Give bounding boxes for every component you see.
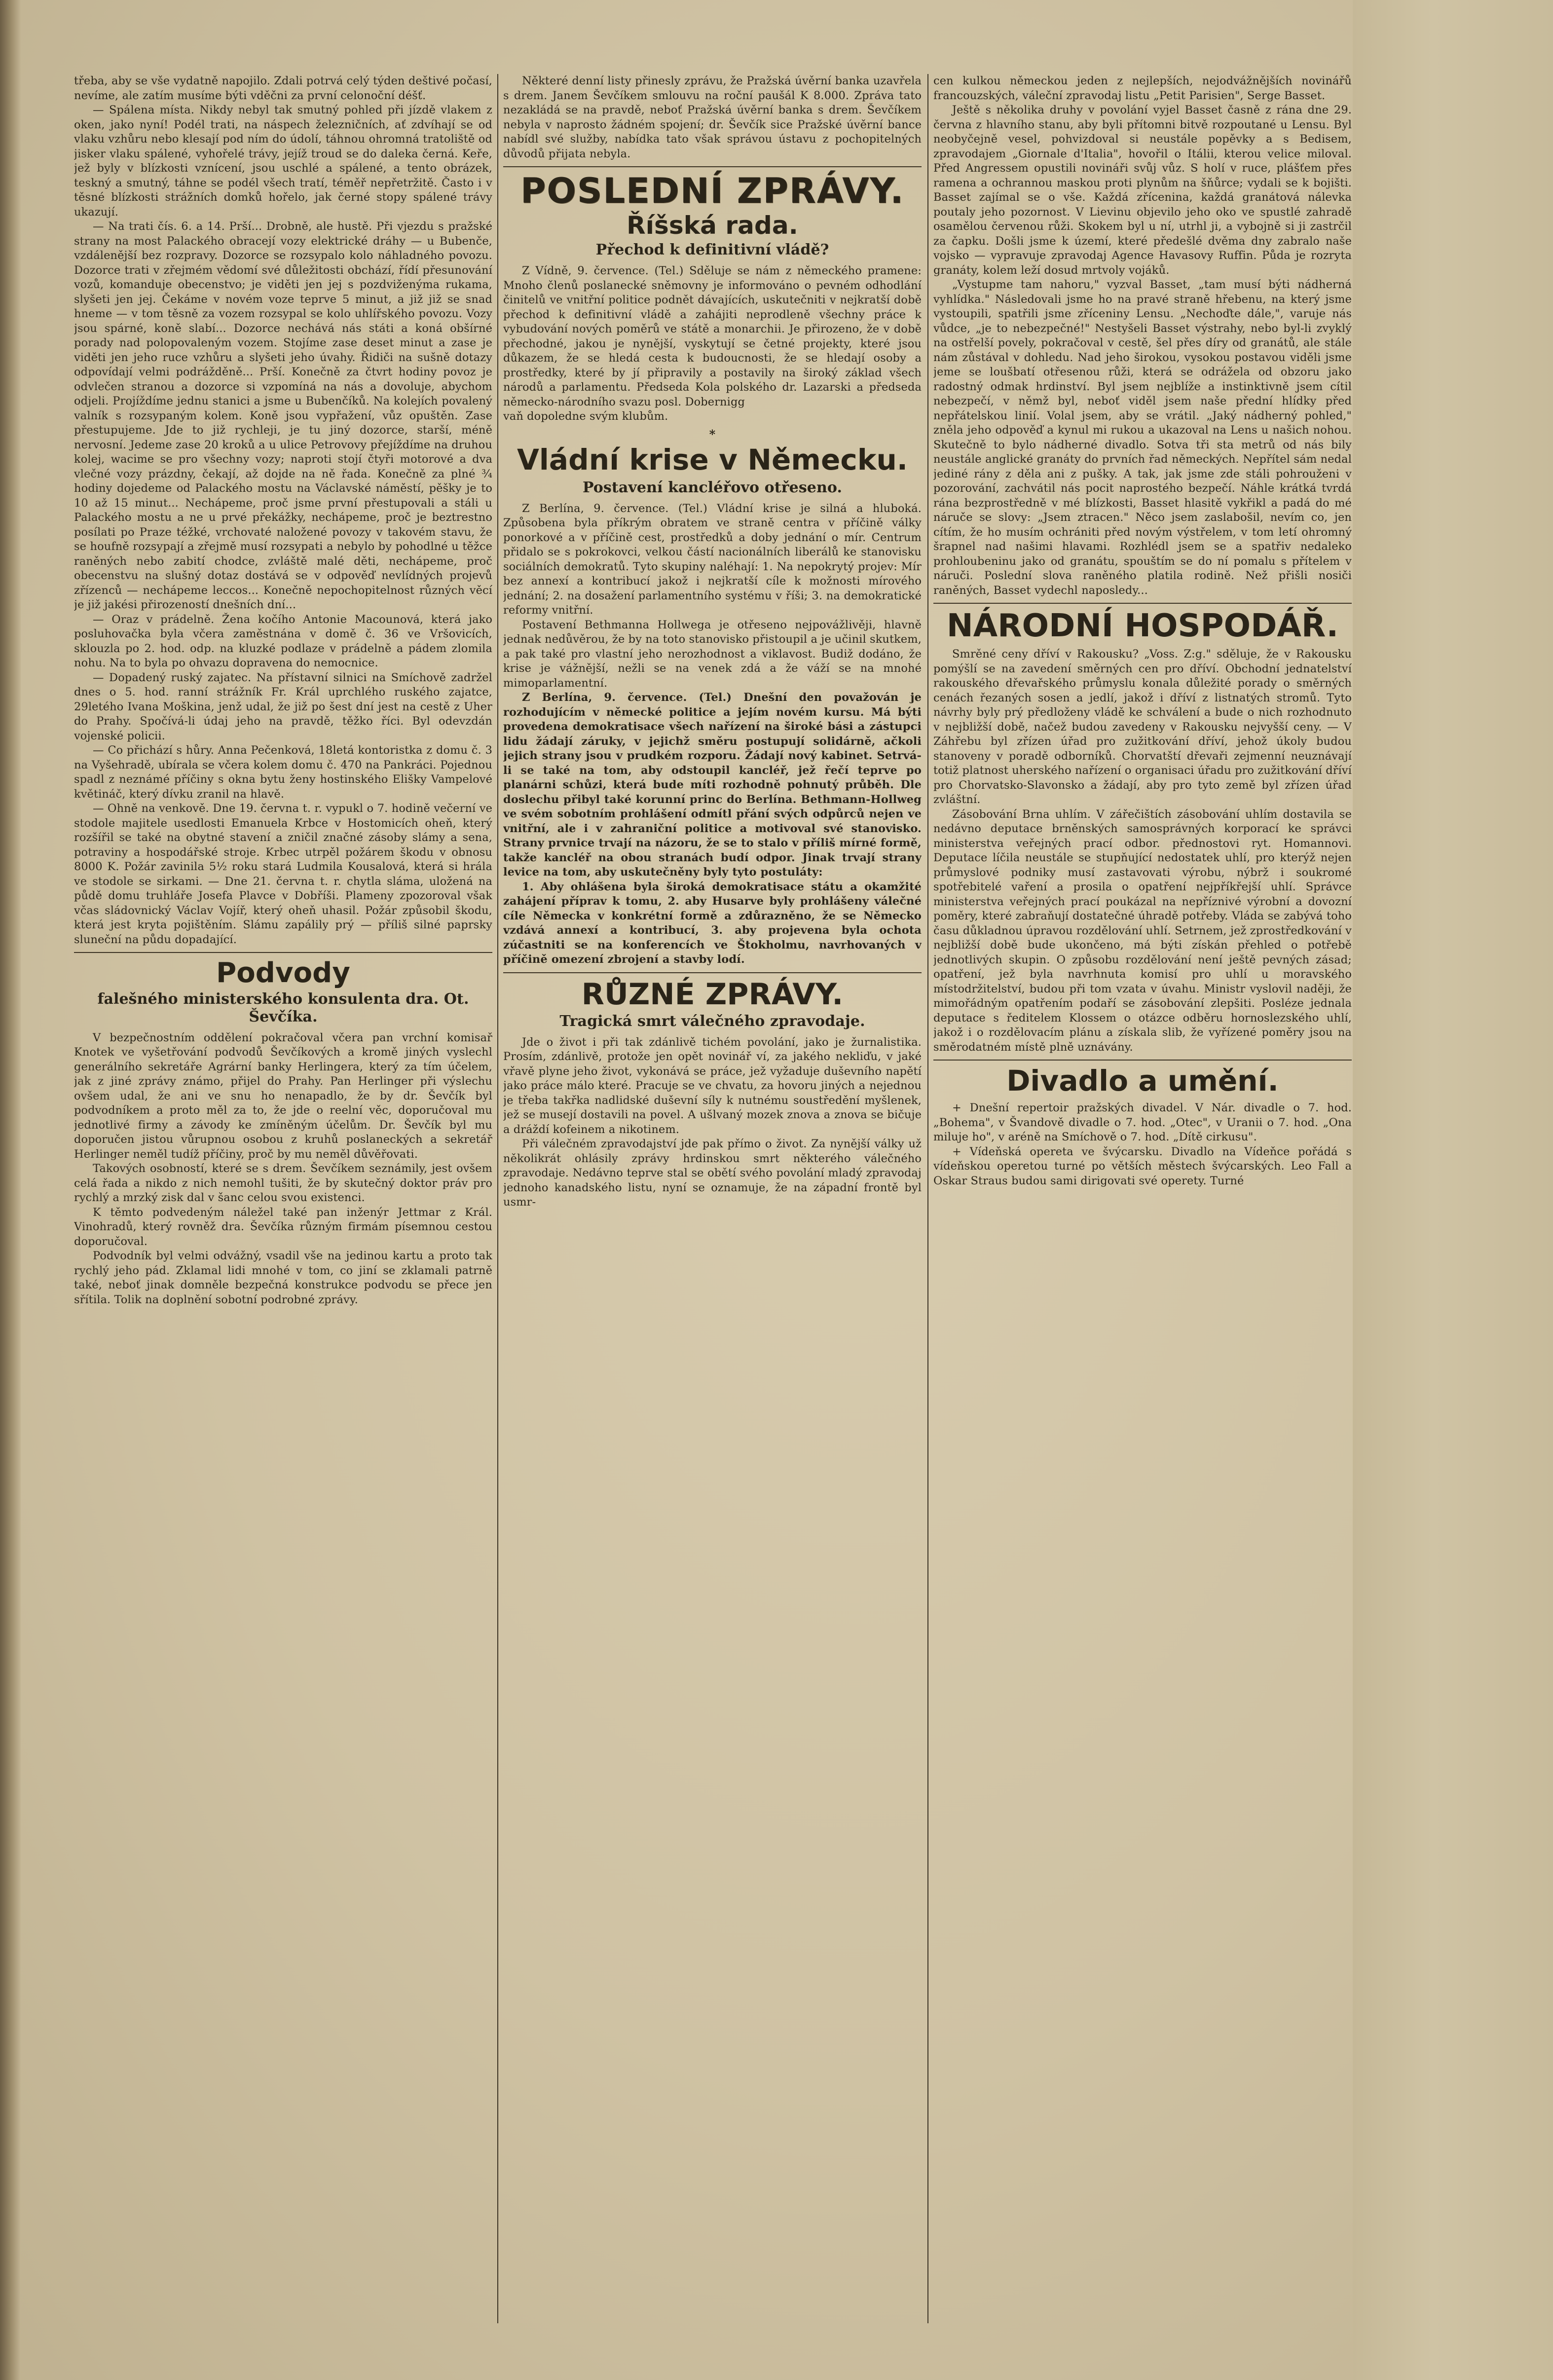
headline-narodni-hospodar: NÁRODNÍ HOSPODÁŘ. [946,608,1339,644]
subheadline-tragicka-smrt: Tragická smrt válečného zpravodaje. [559,1012,865,1030]
subheadline-prechod: Přechod k definitivní vládě? [595,241,829,258]
paragraph-zajatec: — Dopadený ruský zajatec. Na přístavní silnici na Smíchově zadržel dnes o 5. hod. ranní strážník Fr. Král uprchlého ruského zajatce, 29letého Ivana Moškina, jenž udal, že již po šest dní jest na cestě z Uher do Prahy. Spočívá-li údaj jeho na pravdě, těžko říci. Byl odevzdán vojenské policii. [74,671,492,742]
paragraph: Při válečném zpravodajství jde pak přímo o život. Za nynější války už několikrát ohlásily zprávy hrdinskou smrt některého válečného zpravodaje. Nedávno teprve stal se obětí svého povolání mladý zpravodaj jednoho kanadského listu, nyní se oznamuje, že na západní frontě byl usmr- [503,1137,922,1209]
paragraph: K těmto podvedeným náležel také pan inženýr Jettmar z Král. Vinohradů, který rovněž dra. Ševčíka různým firmám písemnou cestou doporučoval. [74,1206,492,1248]
paragraph: + Dnešní repertoir pražských divadel. V Nár. divadle o 7. hod. „Bohema", v Švandově divadle o 7. hod. „Otec", v Uranii o 7. hod. „Ona miluje ho", v aréně na Smíchově o 7. hod. „Dítě cirkusu". [933,1101,1352,1144]
paragraph-s-hury: — Co přichází s hůry. Anna Pečenková, 18letá kontoristka z domu č. 3 na Vyšehradě, ubírala se včera kolem domu č. 470 na Pankráci. Pojednou spadl z neznámé příčiny s okna bytu ženy hostinského Elišky Vampelové květináč, který dívku zranil na hlavě. [74,744,492,801]
column-3 [933,74,1352,2343]
headline-podvody: Podvody [216,957,350,989]
paragraph-banka: Některé denní listy přinesly zprávu, že Pražská úvěrní banka uzavřela s drem. Janem Ševčíkem smlouvu na roční paušál K 8.000. Zpráva tato nezakládá se na pravdě, neboť Pražská úvěrní banka s drem. Ševčíkem nebyla v naprosto žádném spojení; dr. Ševčík sice Pražské úvěrní bance nabídl své služby, nabídka tato však správou ústavu z pochopitelných důvodů přijata nebyla. [503,74,922,160]
paragraph-ohne: — Ohně na venkově. Dne 19. června t. r. vypukl o 7. hodině večerní ve stodole majitele usedlosti Emanuela Krbce v Hostomicích oheň, který rozšířil se také na obytné stavení a zničil značné zásoby slámy a sena, potraviny a hospodářské stroje. Krbec utrpěl požárem škodu v obnosu 8000 K. Požár zavinila 5½ roku stará Ludmila Kousalová, která si hrála ve stodole se sirkami. — Dne 21. června t. r. chytla sláma, uložená na půdě domu truhláře Josefa Plavce v Dobříši. Plameny zpozoroval však včas sládovnický Václav Vojíř, který oheň uhasil. Požár způsobil škodu, která jest kryta pojištěním. Slámu zapálily prý — příliš silné paprsky sluneční na půdu dopadající. [74,802,492,946]
headline-divadlo-a-umeni: Divadlo a umění. [1006,1064,1279,1098]
headline-vladni-krise: Vládní krise v Německu. [517,443,908,476]
subheadline-podvody: falešného ministerského konsulenta dra. Ot. Ševčíka. [97,990,469,1025]
headline-posledni-zpravy: POSLEDNÍ ZPRÁVY. [520,171,904,211]
paragraph: vaň dopoledne svým klubům. [503,410,668,423]
paragraph: 1. Aby ohlášena byla široká demokratisace státu a okamžité zahájení příprav k tomu, 2. aby Husarve byly prohlášeny válečné cíle Německa v konkrétní formě a zdůrazněno, že se Německo vzdává annexí a kontribucí, 3. aby projevena byla ochota zúčastniti se na konferencích ve Štokholmu, navrhovaných v příčině omezení zbrojení a stavby lodí. [503,880,922,966]
paragraph: Z Berlína, 9. července. (Tel.) Vládní krise je silná a hluboká. Způsobena byla příkrým obratem ve straně centra v příčině války ponorkové a v příčině cest, prostředků a doby jednání o mír. Centrum přidalo se s pokrokovci, velkou částí nacionálních liberálů ke stanovisku sociálních demokratů. Tyto skupiny naléhají: 1. Na nepokrytý projev: Mír bez annexí a kontribucí jakož i nejkratší cíle k možnosti mírového jednání; 2. na dosažení parlamentního systému v říši; 3. na demokratické reformy vnitřní. [503,502,922,617]
paragraph: Z Berlína, 9. července. (Tel.) Dnešní den považován je rozhodujícím v německé politice a jejím novém kursu. Má býti provedena demokratisace všech nařízení na široké bási a zástupci lidu žádají záruky, v jejichž směru postupují solidárně, ačkoli jejich strany jsou v prudkém rozporu. Žádají nový kabinet. Setrvá-li se také na tom, aby odstoupil kancléř, jež řečí teprve po planárni schůzi, která bude míti rozhodně pohnutý průběh. Dle doslechu přibyl také korunní princ do Berlína. Bethmann-Hollweg ve svém sobotním prohlášení odmítl přání svých odpůrců nejen ve vnitřní, ale i v zahraniční politice a motivoval své stanovisko. Strany prvnice trvají na názoru, že se to stalo v příliš mírné formě, takže kancléř na obou stranách budí odpor. Jinak trvají strany levice na tom, aby uskutečněny byly tyto postuláty: [503,691,922,879]
column-rule [497,74,498,2323]
column-2 [503,74,922,2343]
binding-margin [0,0,21,2380]
paragraph-uraz: — Oraz v prádelně. Žena kočího Antonie Macounová, která jako posluhovačka byla včera zaměstnána v domě č. 36 ve Vršovicích, sklouzla po 2. hod. odp. na kluzké podlaze v prádelně a pádem zlomila nohu. Na to byla po ohvazu dopravena do nemocnice. [74,613,492,669]
divider [503,972,922,973]
paragraph: Z Vídně, 9. července. (Tel.) Sděluje se nám z německého pramene: Mnoho členů poslanecké sněmovny je informováno o pevném odhodlání činitelů ve vnitřní politice podnět dávajících, uskutečniti v nejkratší době přechod k definitivní vládě a zahájiti neprodleně všechny práce k vybudování nových poměrů ve státě a monarchii. Je přirozeno, že v době přechodné, jakou je nynější, vyskytují se četné projekty, které jsou důkazem, že se hledá cesta k budoucnosti, že se hledají osoby a prostředky, které by jí připravily a postavily na široký základ všech národů a parlamentu. Předseda Kola polského dr. Lazarski a předseda německo-národního svazu posl. Dobernigg [503,264,922,408]
paragraph: V bezpečnostním oddělení pokračoval včera pan vrchní komisař Knotek ve vyšetřování podvodů Ševčíkových a kromě jiných vyslechl generálního sekretáře Agrární banky Herlingera, který za tím účelem, jak z jiné zprávy známo, přijel do Prahy. Pan Herlinger při výslechu ovšem udal, že ani ve snu ho nenapadlo, že by dr. Ševčík byl podvodníkem a proto měl za to, že jde o reelní věc, doporučoval mu jednotlivé firmy a závody ke zmíněným účelům. Dr. Ševčík byl mu doporučen jistou vůrupnou osobou z kruhů poslaneckých a sekretář Herlinger neměl tudíž příčiny, proč by mu neměl důvěřovati. [74,1031,492,1161]
column-rule [927,74,928,2323]
column-1 [74,74,492,2343]
divider [933,603,1352,604]
paragraph-na-trati: — Na trati čís. 6. a 14. Prší... Drobně, ale hustě. Při vjezdu s pražské strany na most Palackého obracejí vozy elektrické dráhy — u Bubenče, vzdálenější bez rozpravy. Dozorce se rozsypalo kolo náhladného povozu. Dozorce trati v zřejmém vědomí své důležitosti obchází, řídí přesunování vozů, komanduje obecenstvo; je viděti jen jej s pozdviženýma rukama, slyšeti jen jej. Čekáme v novém voze teprve 5 minut, a již již se snad hneme — v tom těsně za vozem rozsypal se kolo uhlířského povozu. Vozy jsou spárné, koně slabí... Dozorce nechává nás státi a koná obšírné porady nad polopovaleným vozem. Stojíme zase deset minut a zase je viděti jen jeho ruce vzhůru a slyšeti jeho úvahy. Řidiči na sušně dotazy odpovídají velmi podrážděně... Prší. Konečně za čtvrt hodiny povoz je odvlečen stranou a dozorce si vzpomíná na nás a dovoluje, abychom odjeli. Projíždíme jednu stanici a jsme u Bubenčíků. Na kolejích povalený valník s rozsypaným kolem. Koně jsou vypřažení, vůz opuštěn. Zase přestupujeme. Jde to již rychleji, je tu jiný dozorce, starší, méně nervosní. Jedeme zase 20 kroků a u ulice Petrovovy přejíždíme na druhou kolej, wacime se pro všechny vozy; naproti stojí čtyři motorové a dva vlečné vozy prázdny, čekají, až dojde na ně řada. Konečně za plné ¾ hodiny dojedeme od Palackého mostu na Václavské náměstí, pěšky je to 10 až 15 minut... Nechápeme, proč jsme první přestupovali a stáli u Palackého mostu a ne u prvé překážky, nechápeme, proč je beztrestno posílati po Praze téžké, vrchovaté naložené povozy v takovém stavu, že se houfně rozsypají a zřejmě musí rozsypati a nebylo by pohodlné u těžce raněných nebo zabití chodce, zvláště malé děti, nechápeme, proč obecenstvu na slušný dotaz dostává se v odpověď nevlídných projevů zřízenců — nechápeme leccos... Konečně nepochopitelnost různých věcí je již jakési přirozeností dnešních dní... [74,220,492,611]
paragraph: cen kulkou německou jeden z nejlepších, nejodvážnějších novinářů francouzských, váleční zpravodaj listu „Petit Parisien", Serge Basset. [933,74,1352,102]
paragraph: Zásobování Brna uhlím. V zářečištích zásobování uhlím dostavila se nedávno deputace brněnských samosprávných korporací ke správci ministerstva veřejných prací odbor. přednostovi ryt. Homannovi. Deputace líčila neustále se stupňující nedostatek uhlí, pro kterýž nejen průmyslové podniky musí zastavovati výrobu, nýbrž i soukromé spotřebitelé vaření a prosila o opatření nejpříkřejší uhlí. Správce ministerstva veřejných prací poukázal na nepříznivé výrobní a dovozní poměry, které zabraňují dostatečné úhradě potřeby. Vláda se zabývá toho času důkladnou úpravou rozdělování uhlí. Setrnem, jež zprostředkování v nejbližší době bude ukončeno, má býti získán přehled o potřebě jednotlivých skupin. O způsobu rozdělování není ještě pevných zásad; opatření, jež byla navrhnuta komisí pro uhlí u moravského místodržitelství, budou při tom vzata v úvahu. Ministr vyslovil naději, že mimořádným opatřením podaří se zásobování zlepšiti. Posléze jednala deputace s ředitelem Klossem o otázce odběru hornoslezského uhlí, jakož i o rozdělovacím plánu a získala slib, že vyřízené poměry jsou na směrodatném místě plně uznávány. [933,807,1352,1054]
separator-star: * [709,427,716,441]
paragraph: Ještě s několika druhy v povolání vyjel Basset časně z rána dne 29. června z hlavního stanu, aby byli přítomni bitvě rozpoutané u Lensu. Byl neobyčejně vesel, pohvizdoval si neustále popěvky a s Bedisem, zpravodajem „Giornale d'Italia", hovořil o Itálii, kterou velice miloval. Před Angressem opustili novináři svůj vůz. S holí v ruce, plášťem přes ramena a ochrannou maskou proti plynům na šňůrce; vydali se k bojišti. Basset zajímal se o vše. Každá zřícenina, každá granátová nálevka poutaly jeho pozornost. V Lievinu objevilo jeho oko ve spustlé zahradě osamělou červenou růži. Skokem byl u ní, utrhl ji, a vybojně si ji zastrčil za čapku. Došli jsme k území, které předešlé dvěma dny zabralo naše vojsko — vypravuje zpravodaj Agence Havasovy Ruffin. Půda je rozryta granáty, kolem leží dosud mrtvoly vojáků. [933,104,1352,277]
paragraph: Jde o život i při tak zdánlivě tichém povolání, jako je žurnalistika. Prosím, zdánlivě, protože jen opět novinář ví, za jakého nekliďu, v jaké vřavě plyne jeho život, vykonává se práce, jež vyžaduje duševního napětí jako práce málo které. Pracuje se ve chvatu, za hovoru jiných a nejednou je třeba takřka nadlidské duševní síly k nutnému soustředění myšlenek, jež se musejí dostavili na povel. A ušlvaný mozek znova a znova se bičuje a dráždí kofeinem a nikotinem. [503,1035,922,1136]
paragraph-spalena-mista: — Spálena místa. Nikdy nebyl tak smutný pohled při jízdě vlakem z oken, jako nyní! Podél trati, na náspech železničních, ať zdvíhají se od vlaku vzhůru nebo klesají pod ním do údolí, táhnou ohromná tratoliště od jisker vlaku spálené, vyhořelé trávy, jejíž troud se do daleka černá. Keře, jež byly v blízkosti vznícení, jsou uschlé a spálené, a tento obrázek, teskný a smutný, táhne se podél všech tratí, téměř nepřetržitě. Často i v těsné blízkosti strážních domků hořelo, jak černé stopy spálené trávy ukazují. [74,104,492,219]
paragraph: třeba, aby se vše vydatně napojilo. Zdali potrvá celý týden deštivé počasí, nevíme, ale zatím musíme býti vděčni za první celonoční déšť. [74,74,492,102]
paragraph: + Vídeňská opereta ve švýcarsku. Divadlo na Vídeňce pořádá s vídeňskou operetou turné po větších městech švýcarských. Leo Fall a Oskar Straus budou sami dirigovati své operety. Turné [933,1145,1352,1187]
paragraph: Postavení Bethmanna Hollwega je otřeseno nejpovážlivěji, hlavně jednak nedůvěrou, že by na toto stanovisko přistoupil a je učinil skutkem, a pak také pro vlastní jeho nerozhodnost a viklavost. Budiž dodáno, že krise je vážnější, nežli se na venek zdá a že váží se na mnohé mimoparlamentní. [503,618,922,690]
divider [503,166,922,167]
headline-risska-rada: Říšská rada. [627,211,798,240]
paragraph: Smrěné ceny dříví v Rakousku? „Voss. Z:g." sděluje, že v Rakousku pomýšlí se na zavedení směrných cen pro dříví. Obchodní jednatelství rakouského dřevařského průmyslu konala důležité porady o směrných cenách řezaných sosen a jedlí, jakož i dříví z listnatých stromů. Tyto návrhy byly prý předloženy vládě ke schválení a bude o nich rozhodnuto v nejbližší době, načež budou zavedeny v Rakousku nejvyšší ceny. — V Záhřebu byl zřízen úřad pro zužitkování dříví, jehož úkoly budou stanoveny v poradě odborníků. Chorvatští dřevaři zejmenní neuznávají totiž platnost uherského nařízení o organisaci úřadu pro zužitkování dříví pro Chorvatsko-Slavonsko a žádají, aby pro tyto země byl zřízen úřad zvláštní. [933,648,1352,806]
page-edge [1353,0,1553,2380]
paragraph: Podvodník byl velmi odvážný, vsadil vše na jedinou kartu a proto tak rychlý jeho pád. Zklamal lidi mnohé v tom, co jiní se zklamali patrně také, neboť jinak domněle bezpečná konstrukce podvodu se přece jen sřítila. Tolik na doplnění sobotní podrobné zprávy. [74,1249,492,1306]
subheadline-postaveni: Postavení kancléřovo otřeseno. [582,478,843,496]
paragraph: „Vystupme tam nahoru," vyzval Basset, „tam musí býti nádherná vyhlídka." Následovali jsme ho na pravé straně hřebenu, na který jsme vystoupili, spatřili jsme zříceniny Lensu. „Nechoďte dále,", varuje nás vůdce, „je to nebezpečné!" Nestyšeli Basset výstrahy, nebo byl-li zvyklý na ostřelší povely, pokračoval v cestě, šel přes díry od granátů, ale stále nám zůstával v dohledu. Nad jeho širokou, vysokou postavou viděli jsme jeme se loušbatí otřesenou růži, která se odrážela od obzoru jako radostný odmak hrdinství. Byl jsem nejblíže a instinktivně jsem cítil nebezpečí, v němž byl, neboť viděl jsem naše přední hlídky před nepřátelskou linií. Volal jsem, aby se vrátil. „Jaký nádherný pohled," zněla jeho odpověď a kynul mi rukou a ukazoval na Lens u našich nohou. Skutečně to bylo nádherné divadlo. Sotva tři sta metrů od nás bily neustále anglické granáty do prvních řad německých. Nepřítel sám nedal jediné rány z děla ani z pušky. A tak, jak jsme zde stáli pohrouženi v pozorování, zachvátil nás pocit naprostého bezpečí. Náhle krátká tvrdá rána bezprostředně v mé blízkosti, Basset hlasitě vykřikl a padá do mé náruče se slovy: „Jsem ztracen." Něco jsem zaslabošil, nevím co, jen cítím, že ho musím ochrániti před novým výstřelem, v tom letí ohromný šrapnel nad našimi hlavami. Rozhlédl jsem se a spatřiv nedaleko prohloubeninu jako od granátu, spouštím se do ní pomalu s přítelem v náruči. Poslední slova raněného platila rodině. Než přišli nosiči raněných, Basset vydechl naposledy... [933,278,1352,597]
divider [933,1060,1352,1061]
headline-ruzne-zpravy: RŮZNÉ ZPRÁVY. [581,977,844,1012]
paragraph: Takových osobností, které se s drem. Ševčíkem seznámily, jest ovšem celá řada a nikdo z nich nemohl tušiti, že by skutečný doktor práv pro rychlý a mrzký zisk dal v šanc celou svou existenci. [74,1162,492,1205]
divider [74,952,492,953]
